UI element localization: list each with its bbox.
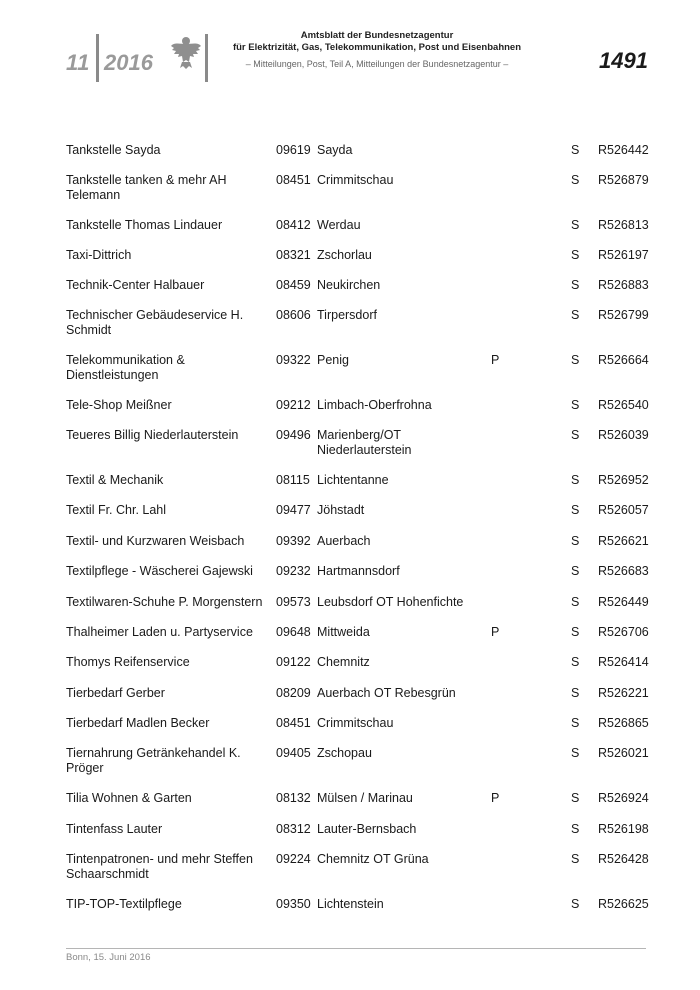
- cell-name: Textil Fr. Chr. Lahl: [66, 503, 167, 517]
- cell-reference: R526813: [598, 218, 649, 232]
- cell-reference: R526924: [598, 791, 649, 805]
- cell-location: Werdau: [317, 218, 361, 232]
- cell-postal-code: 09619: [276, 143, 311, 157]
- cell-location: Penig: [317, 353, 349, 367]
- cell-reference: R526706: [598, 625, 649, 639]
- cell-name: Thalheimer Laden u. Partyservice: [66, 625, 253, 639]
- cell-name: TIP-TOP-Textilpflege: [66, 897, 182, 911]
- cell-reference: R526879: [598, 173, 649, 187]
- cell-name: Teueres Billig Niederlauterstein: [66, 428, 239, 442]
- cell-s-flag: S: [571, 686, 580, 700]
- cell-p-flag: P: [491, 625, 500, 639]
- cell-location: Crimmitschau: [317, 716, 394, 730]
- cell-s-flag: S: [571, 428, 580, 442]
- cell-s-flag: S: [571, 143, 580, 157]
- cell-postal-code: 09122: [276, 655, 311, 669]
- cell-reference: R526221: [598, 686, 649, 700]
- issue-year: 2016: [104, 50, 153, 75]
- cell-s-flag: S: [571, 353, 580, 367]
- footer-divider: [66, 948, 646, 949]
- cell-postal-code: 08209: [276, 686, 311, 700]
- cell-location: Mülsen / Marinau: [317, 791, 413, 805]
- cell-postal-code: 09392: [276, 534, 311, 548]
- cell-location: Chemnitz: [317, 655, 370, 669]
- page-number: 1491: [599, 48, 648, 73]
- cell-s-flag: S: [571, 595, 580, 609]
- cell-s-flag: S: [571, 218, 580, 232]
- cell-reference: R526952: [598, 473, 649, 487]
- cell-s-flag: S: [571, 746, 580, 760]
- cell-s-flag: S: [571, 716, 580, 730]
- cell-reference: R526039: [598, 428, 649, 442]
- cell-location: Hartmannsdorf: [317, 564, 400, 578]
- cell-location: Lauter-Bernsbach: [317, 822, 417, 836]
- cell-name: Tele-Shop Meißner: [66, 398, 172, 412]
- cell-s-flag: S: [571, 822, 580, 836]
- cell-location: Limbach-Oberfrohna: [317, 398, 432, 412]
- publication-title: [222, 30, 532, 54]
- cell-location: Crimmitschau: [317, 173, 394, 187]
- cell-postal-code: 09405: [276, 746, 311, 760]
- cell-name: Tierbedarf Gerber: [66, 686, 165, 700]
- cell-s-flag: S: [571, 791, 580, 805]
- cell-postal-code: 08451: [276, 716, 311, 730]
- header-divider: [96, 34, 99, 82]
- cell-location: Marienberg/OT Niederlauterstein: [317, 428, 412, 457]
- cell-reference: R526883: [598, 278, 649, 292]
- cell-name: Textilpflege - Wäscherei Gajewski: [66, 564, 253, 578]
- cell-name: Tankstelle Thomas Lindauer: [66, 218, 223, 232]
- cell-postal-code: 09232: [276, 564, 311, 578]
- cell-postal-code: 09477: [276, 503, 311, 517]
- page-header: [0, 0, 700, 100]
- cell-s-flag: S: [571, 534, 580, 548]
- cell-postal-code: 08132: [276, 791, 311, 805]
- cell-postal-code: 09573: [276, 595, 311, 609]
- cell-location: Zschorlau: [317, 248, 372, 262]
- cell-postal-code: 09212: [276, 398, 311, 412]
- cell-reference: R526625: [598, 897, 649, 911]
- cell-name: Textilwaren-Schuhe P. Morgenstern: [66, 595, 263, 609]
- cell-reference: R526057: [598, 503, 649, 517]
- cell-name: Tierbedarf Madlen Becker: [66, 716, 210, 730]
- cell-postal-code: 08412: [276, 218, 311, 232]
- cell-postal-code: 09224: [276, 852, 311, 866]
- cell-location: Neukirchen: [317, 278, 381, 292]
- issue-number: 11: [66, 50, 90, 75]
- cell-postal-code: 09648: [276, 625, 311, 639]
- cell-reference: R526449: [598, 595, 649, 609]
- cell-location: Mittweida: [317, 625, 370, 639]
- cell-name: Thomys Reifenservice: [66, 655, 190, 669]
- cell-s-flag: S: [571, 503, 580, 517]
- cell-s-flag: S: [571, 248, 580, 262]
- cell-reference: R526799: [598, 308, 649, 322]
- cell-p-flag: P: [491, 791, 500, 805]
- cell-name: Textil & Mechanik: [66, 473, 164, 487]
- cell-name: Tankstelle Sayda: [66, 143, 161, 157]
- cell-name: Tilia Wohnen & Garten: [66, 791, 192, 805]
- cell-postal-code: 08312: [276, 822, 311, 836]
- cell-reference: R526021: [598, 746, 649, 760]
- cell-s-flag: S: [571, 278, 580, 292]
- publication-subtitle: – Mitteilungen, Post, Teil A, Mitteilungen der Bundesnetzagentur –: [245, 59, 509, 69]
- cell-name: Taxi-Dittrich: [66, 248, 132, 262]
- cell-reference: R526664: [598, 353, 649, 367]
- cell-name: Telekommunikation & Dienstleistungen: [66, 353, 185, 382]
- federal-eagle-icon: [170, 34, 202, 70]
- cell-location: Lichtenstein: [317, 897, 384, 911]
- cell-s-flag: S: [571, 398, 580, 412]
- cell-location: Sayda: [317, 143, 353, 157]
- cell-s-flag: S: [571, 473, 580, 487]
- cell-postal-code: 08321: [276, 248, 311, 262]
- publication-title-line2: für Elektrizität, Gas, Telekommunikation, Post und Eisenbahnen: [232, 42, 522, 53]
- cell-reference: R526540: [598, 398, 649, 412]
- cell-postal-code: 08451: [276, 173, 311, 187]
- cell-location: Tirpersdorf: [317, 308, 377, 322]
- cell-name: Tintenpatronen- und mehr Steffen Schaarschmidt: [66, 852, 253, 881]
- cell-name: Tankstelle tanken & mehr AH Telemann: [66, 173, 227, 202]
- cell-reference: R526198: [598, 822, 649, 836]
- cell-reference: R526197: [598, 248, 649, 262]
- publication-title-line1: Amtsblatt der Bundesnetzagentur: [300, 30, 454, 41]
- cell-reference: R526683: [598, 564, 649, 578]
- cell-location: Leubsdorf OT Hohenfichte: [317, 595, 464, 609]
- cell-s-flag: S: [571, 897, 580, 911]
- cell-location: Chemnitz OT Grüna: [317, 852, 429, 866]
- cell-s-flag: S: [571, 655, 580, 669]
- cell-s-flag: S: [571, 308, 580, 322]
- cell-name: Technik-Center Halbauer: [66, 278, 205, 292]
- cell-s-flag: S: [571, 564, 580, 578]
- cell-postal-code: 09350: [276, 897, 311, 911]
- cell-location: Auerbach: [317, 534, 371, 548]
- cell-location: Zschopau: [317, 746, 372, 760]
- cell-p-flag: P: [491, 353, 500, 367]
- cell-name: Technischer Gebäudeservice H. Schmidt: [66, 308, 244, 337]
- cell-postal-code: 08115: [276, 473, 310, 487]
- cell-reference: R526865: [598, 716, 649, 730]
- cell-s-flag: S: [571, 173, 580, 187]
- cell-s-flag: S: [571, 625, 580, 639]
- cell-s-flag: S: [571, 852, 580, 866]
- cell-postal-code: 08606: [276, 308, 311, 322]
- footer-date: Bonn, 15. Juni 2016: [66, 952, 151, 963]
- cell-reference: R526414: [598, 655, 649, 669]
- cell-location: Jöhstadt: [317, 503, 365, 517]
- cell-name: Textil- und Kurzwaren Weisbach: [66, 534, 245, 548]
- cell-postal-code: 08459: [276, 278, 311, 292]
- cell-reference: R526428: [598, 852, 649, 866]
- cell-reference: R526621: [598, 534, 649, 548]
- cell-name: Tiernahrung Getränkehandel K. Pröger: [66, 746, 241, 775]
- cell-name: Tintenfass Lauter: [66, 822, 163, 836]
- header-divider-right: [205, 34, 208, 82]
- cell-postal-code: 09322: [276, 353, 311, 367]
- cell-location: Auerbach OT Rebesgrün: [317, 686, 456, 700]
- cell-location: Lichtentanne: [317, 473, 389, 487]
- cell-reference: R526442: [598, 143, 649, 157]
- cell-postal-code: 09496: [276, 428, 311, 442]
